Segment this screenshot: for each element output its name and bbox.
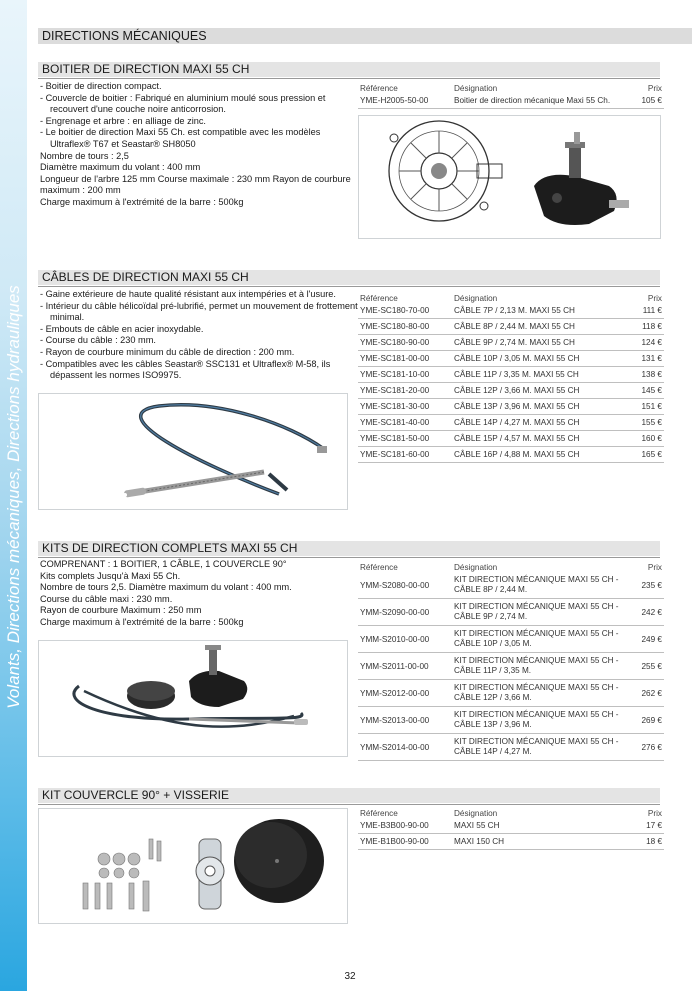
price-cell: 18 € xyxy=(607,834,664,850)
table-row xyxy=(358,399,664,415)
table-row xyxy=(358,319,664,335)
table-row xyxy=(358,680,664,707)
designation-cell: CÂBLE 9P / 2,74 M. MAXI 55 CH xyxy=(452,335,630,351)
product-table-couvercle xyxy=(358,804,664,850)
ref-cell: YME-SC180-70-00 xyxy=(358,303,452,319)
sidebar-category-text: Volants, Directions mécaniques, Directions hydrauliques xyxy=(4,285,23,709)
section-description-boitier xyxy=(40,81,358,209)
col-header-des: Désignation xyxy=(454,294,498,303)
section-header-cables: CÂBLES DE DIRECTION MAXI 55 CH xyxy=(38,270,660,285)
price-cell: 242 € xyxy=(640,599,665,626)
table-row xyxy=(358,626,664,653)
table-row xyxy=(358,653,664,680)
desc-line: Nombre de tours 2,5. Diamètre maximum du volant : 400 mm. xyxy=(40,582,292,593)
table-row xyxy=(358,834,664,850)
designation-cell: KIT DIRECTION MÉCANIQUE MAXI 55 CH - CÂBLE 13P / 3,96 M. xyxy=(452,707,640,734)
designation-cell: CÂBLE 13P / 3,96 M. MAXI 55 CH xyxy=(452,399,630,415)
col-header-des: Désignation xyxy=(454,84,498,93)
ref-cell: YME-SC180-80-00 xyxy=(358,319,452,335)
ref-cell: YME-SC181-20-00 xyxy=(358,383,452,399)
desc-line: Nombre de tours : 2,5 xyxy=(40,150,129,161)
designation-cell: KIT DIRECTION MÉCANIQUE MAXI 55 CH - CÂBLE 10P / 3,05 M. xyxy=(452,626,640,653)
ref-cell: YME-SC180-90-00 xyxy=(358,335,452,351)
table-row xyxy=(358,599,664,626)
designation-cell: Boitier de direction mécanique Maxi 55 Ch. xyxy=(452,93,636,109)
designation-cell: CÂBLE 16P / 4,88 M. MAXI 55 CH xyxy=(452,447,630,463)
price-cell: 269 € xyxy=(640,707,665,734)
table-row xyxy=(358,93,664,109)
price-cell: 165 € xyxy=(630,447,664,463)
col-header-price: Prix xyxy=(647,809,662,818)
col-header-price: Prix xyxy=(647,294,662,303)
table-row xyxy=(358,447,664,463)
ref-cell: YMM-S2080-00-00 xyxy=(358,572,452,599)
section-description-kits xyxy=(40,559,358,629)
col-header-ref: Référence xyxy=(360,294,398,303)
designation-cell: KIT DIRECTION MÉCANIQUE MAXI 55 CH - CÂBLE 11P / 3,35 M. xyxy=(452,653,640,680)
desc-line: Charge maximum à l'extrémité de la barre : 500kg xyxy=(40,616,244,627)
table-row xyxy=(358,415,664,431)
desc-line: Longueur de l'arbre 125 mm Course maximale : 230 mm Rayon de courbure maximum : 200 mm xyxy=(40,173,351,196)
ref-cell: YME-SC181-10-00 xyxy=(358,367,452,383)
ref-cell: YME-H2005-50-00 xyxy=(358,93,452,109)
designation-cell: CÂBLE 7P / 2,13 M. MAXI 55 CH xyxy=(452,303,630,319)
desc-line: - Gaine extérieure de haute qualité résistant aux intempéries et à l'usure. xyxy=(40,289,336,299)
sidebar-band xyxy=(0,0,27,991)
product-table-cables xyxy=(358,289,664,463)
section-header-couvercle: KIT COUVERCLE 90° + VISSERIE xyxy=(38,788,660,803)
section-description-cables xyxy=(40,289,358,382)
product-table-kits xyxy=(358,558,664,761)
desc-line: - Compatibles avec les câbles Seastar® SSC131 et Ultraflex® M-58, ils dépassent les normes ISO9975. xyxy=(40,358,331,381)
table-row xyxy=(358,383,664,399)
designation-cell: CÂBLE 8P / 2,44 M. MAXI 55 CH xyxy=(452,319,630,335)
price-cell: 255 € xyxy=(640,653,665,680)
steering-box-image xyxy=(358,115,661,239)
cover-kit-image xyxy=(38,808,348,924)
price-cell: 138 € xyxy=(630,367,664,383)
price-cell: 118 € xyxy=(630,319,664,335)
steering-kit-image xyxy=(38,640,348,757)
col-header-ref: Référence xyxy=(360,563,398,572)
desc-line: - Le boitier de direction Maxi 55 Ch. est compatible avec les modèles Ultraflex® T67 et Seastar® SH8050 xyxy=(40,127,321,149)
section-header-boitier: BOITIER DE DIRECTION MAXI 55 CH xyxy=(38,62,660,77)
desc-line: - Intérieur du câble hélicoïdal pré-lubrifié, permet un mouvement de frottement minimal. xyxy=(40,300,358,323)
col-header-price: Prix xyxy=(647,563,662,572)
desc-line: Course du câble maxi : 230 mm. xyxy=(40,593,173,604)
ref-cell: YME-SC181-50-00 xyxy=(358,431,452,447)
desc-line: - Rayon de courbure minimum du câble de direction : 200 mm. xyxy=(40,346,295,357)
designation-cell: KIT DIRECTION MÉCANIQUE MAXI 55 CH - CÂBLE 14P / 4,27 M. xyxy=(452,734,640,761)
table-row xyxy=(358,431,664,447)
price-cell: 131 € xyxy=(630,351,664,367)
price-cell: 17 € xyxy=(607,818,664,834)
price-cell: 235 € xyxy=(640,572,665,599)
desc-line: - Embouts de câble en acier inoxydable. xyxy=(40,323,204,334)
desc-line: Charge maximum à l'extrémité de la barre : 500kg xyxy=(40,196,244,207)
table-row xyxy=(358,707,664,734)
product-table-boitier xyxy=(358,79,664,109)
table-row xyxy=(358,367,664,383)
table-row xyxy=(358,734,664,761)
ref-cell: YME-SC181-40-00 xyxy=(358,415,452,431)
designation-cell: KIT DIRECTION MÉCANIQUE MAXI 55 CH - CÂBLE 12P / 3,66 M. xyxy=(452,680,640,707)
table-row xyxy=(358,818,664,834)
designation-cell: MAXI 55 CH xyxy=(452,818,607,834)
ref-cell: YMM-S2011-00-00 xyxy=(358,653,452,680)
cable-image xyxy=(38,393,348,510)
desc-line: Kits complets Jusqu'à Maxi 55 Ch. xyxy=(40,570,181,581)
ref-cell: YMM-S2012-00-00 xyxy=(358,680,452,707)
price-cell: 155 € xyxy=(630,415,664,431)
designation-cell: CÂBLE 10P / 3,05 M. MAXI 55 CH xyxy=(452,351,630,367)
price-cell: 262 € xyxy=(640,680,665,707)
ref-cell: YMM-S2010-00-00 xyxy=(358,626,452,653)
col-header-des: Désignation xyxy=(454,563,498,572)
ref-cell: YME-SC181-60-00 xyxy=(358,447,452,463)
desc-line: - Course du câble : 230 mm. xyxy=(40,335,156,346)
price-cell: 105 € xyxy=(636,93,664,109)
ref-cell: YME-B3B00-90-00 xyxy=(358,818,452,834)
ref-cell: YME-SC181-30-00 xyxy=(358,399,452,415)
page-number: 32 xyxy=(344,971,356,982)
price-cell: 160 € xyxy=(630,431,664,447)
section-header-kits: KITS DE DIRECTION COMPLETS MAXI 55 CH xyxy=(38,541,660,556)
desc-line: Rayon de courbure Maximum : 250 mm xyxy=(40,605,202,616)
designation-cell: KIT DIRECTION MÉCANIQUE MAXI 55 CH - CÂBLE 8P / 2,44 M. xyxy=(452,572,640,599)
designation-cell: MAXI 150 CH xyxy=(452,834,607,850)
price-cell: 145 € xyxy=(630,383,664,399)
desc-line: - Couvercle de boitier : Fabriqué en aluminium moulé sous pression et recouvert d'une couche noire anticorrosion. xyxy=(40,92,326,115)
price-cell: 276 € xyxy=(640,734,665,761)
price-cell: 151 € xyxy=(630,399,664,415)
designation-cell: CÂBLE 15P / 4,57 M. MAXI 55 CH xyxy=(452,431,630,447)
col-header-des: Désignation xyxy=(454,809,498,818)
desc-line: Diamètre maximum du volant : 400 mm xyxy=(40,162,201,173)
ref-cell: YME-SC181-00-00 xyxy=(358,351,452,367)
ref-cell: YMM-S2090-00-00 xyxy=(358,599,452,626)
ref-cell: YME-B1B00-90-00 xyxy=(358,834,452,850)
desc-line: - Engrenage et arbre : en alliage de zinc. xyxy=(40,115,206,126)
ref-cell: YMM-S2013-00-00 xyxy=(358,707,452,734)
col-header-ref: Référence xyxy=(360,809,398,818)
price-cell: 124 € xyxy=(630,335,664,351)
desc-line: COMPRENANT : 1 BOITIER, 1 CÂBLE, 1 COUVERCLE 90° xyxy=(40,559,287,569)
price-cell: 249 € xyxy=(640,626,665,653)
table-row xyxy=(358,303,664,319)
price-cell: 111 € xyxy=(630,303,664,319)
col-header-ref: Référence xyxy=(360,84,398,93)
designation-cell: KIT DIRECTION MÉCANIQUE MAXI 55 CH - CÂBLE 9P / 2,74 M. xyxy=(452,599,640,626)
table-row xyxy=(358,572,664,599)
ref-cell: YMM-S2014-00-00 xyxy=(358,734,452,761)
designation-cell: CÂBLE 14P / 4,27 M. MAXI 55 CH xyxy=(452,415,630,431)
designation-cell: CÂBLE 11P / 3,35 M. MAXI 55 CH xyxy=(452,367,630,383)
col-header-price: Prix xyxy=(647,84,662,93)
table-row xyxy=(358,335,664,351)
desc-line: - Boitier de direction compact. xyxy=(40,81,162,91)
table-row xyxy=(358,351,664,367)
designation-cell: CÂBLE 12P / 3,66 M. MAXI 55 CH xyxy=(452,383,630,399)
page-title: DIRECTIONS MÉCANIQUES xyxy=(38,28,692,44)
